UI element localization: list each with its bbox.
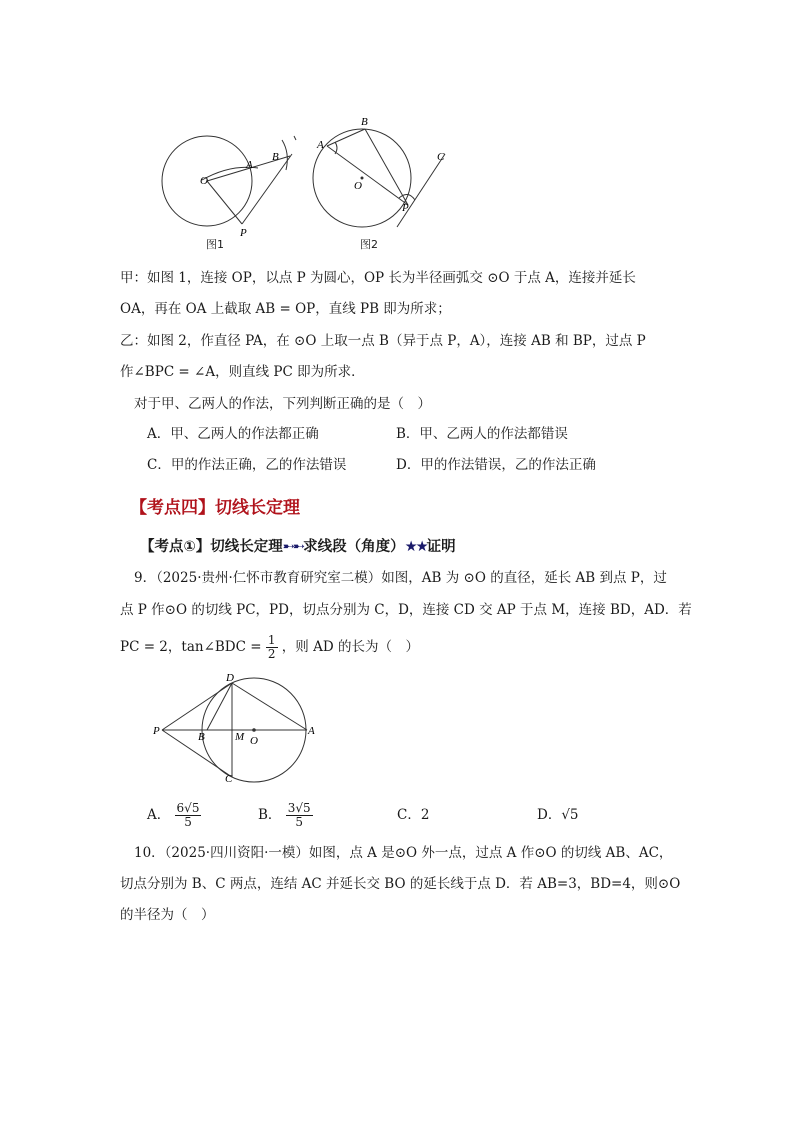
subsection-middle: 求线段（角度） [303, 539, 405, 555]
q9-option-a-label: A． [147, 807, 171, 823]
figure-3 [150, 670, 325, 785]
q9-option-d: D．√5 [537, 807, 579, 823]
q8-yi-line-2: 作∠BPC = ∠A，则直线 PC 即为所求． [120, 364, 365, 380]
q9-option-b [258, 798, 313, 832]
fig1-label-o: O [200, 175, 208, 187]
figure-1 [150, 128, 310, 248]
q8-option-b: B．甲、乙两人的作法都错误 [396, 426, 568, 442]
figure-1-caption: 图1 [206, 238, 224, 251]
q8-jia-line-2: OA，再在 OA 上截取 AB = OP，直线 PB 即为所求； [120, 301, 451, 317]
fig3-label-a: A [308, 725, 315, 737]
fig2-label-c: C [437, 151, 445, 163]
subsection-title [140, 535, 456, 556]
fig3-label-d: D [226, 672, 234, 684]
section-title: 【考点四】切线长定理 [130, 498, 300, 518]
q10-line-2: 切点分别为 B、C 两点，连结 AC 并延长交 BO 的延长线于点 D．若 AB=3，BD=4，则⊙O [120, 876, 681, 892]
q9-line-3-b: ，则 AD 的长为（ ） [281, 639, 419, 655]
subsection-suffix: 证明 [426, 539, 456, 555]
figure-2-caption: 图2 [360, 238, 378, 251]
q9-option-b-fraction [286, 802, 313, 829]
star-icons: ★★ [404, 539, 427, 555]
fig2-label-o: O [354, 180, 362, 192]
figure-2 [305, 112, 465, 237]
subsection-prefix: 【考点①】切线长定理 [140, 539, 283, 555]
q9-line-3-a: PC = 2，tan∠BDC = [120, 639, 262, 655]
q10-line-1: 10．（2025·四川资阳·一模）如图，点 A 是⊙O 外一点，过点 A 作⊙O 的切线 AB、AC， [134, 845, 673, 861]
fig2-label-p: P [402, 202, 409, 214]
fig3-label-o: O [250, 735, 258, 747]
q9-option-a-fraction [175, 802, 202, 829]
q9-option-a-den: 5 [184, 815, 192, 829]
fig1-label-a: A [246, 159, 253, 171]
q8-question: 对于甲、乙两人的作法，下列判断正确的是（ ） [134, 396, 431, 412]
q9-option-a [147, 798, 201, 832]
q9-option-c: C．2 [397, 807, 430, 823]
q9-option-b-num: 3√5 [287, 801, 311, 815]
q9-frac-num: 1 [267, 633, 276, 647]
q9-frac-den: 2 [267, 647, 276, 661]
q10-line-3: 的半径为（ ） [120, 907, 215, 923]
q8-option-a: A．甲、乙两人的作法都正确 [147, 426, 319, 442]
q9-line-2: 点 P 作⊙O 的切线 PC，PD，切点分别为 C，D，连接 CD 交 AP 于点 M，连接 BD，AD．若 [120, 602, 692, 618]
q9-option-a-num: 6√5 [176, 801, 200, 815]
fig3-label-m: M [235, 731, 245, 743]
q8-option-c: C．甲的作法正确，乙的作法错误 [147, 457, 347, 473]
q9-option-b-label: B． [258, 807, 282, 823]
fig3-label-p: P [153, 725, 160, 737]
q8-yi-line-1: 乙：如图 2，作直径 PA，在 ⊙O 上取一点 B（异于点 P，A），连接 AB 和 BP，过点 P [120, 333, 646, 349]
fig3-label-c: C [225, 773, 233, 785]
fig3-label-b: B [198, 731, 205, 743]
fig1-label-p: P [240, 227, 247, 239]
q9-option-b-den: 5 [295, 815, 303, 829]
fig2-label-b: B [361, 116, 368, 128]
arrow-icons: ➸➸ [282, 539, 304, 555]
q9-fraction [266, 634, 278, 661]
q8-option-d: D．甲的作法错误，乙的作法正确 [396, 457, 596, 473]
q9-line-1: 9．（2025·贵州·仁怀市教育研究室二模）如图，AB 为 ⊙O 的直径，延长 AB 到点 P，过 [134, 570, 667, 586]
fig1-label-b: B [272, 151, 279, 163]
fig2-label-a: A [317, 139, 324, 151]
q8-jia-line-1: 甲：如图 1，连接 OP，以点 P 为圆心，OP 长为半径画弧交 ⊙O 于点 A，连接并延长 [120, 270, 636, 286]
q9-line-3 [120, 632, 419, 662]
